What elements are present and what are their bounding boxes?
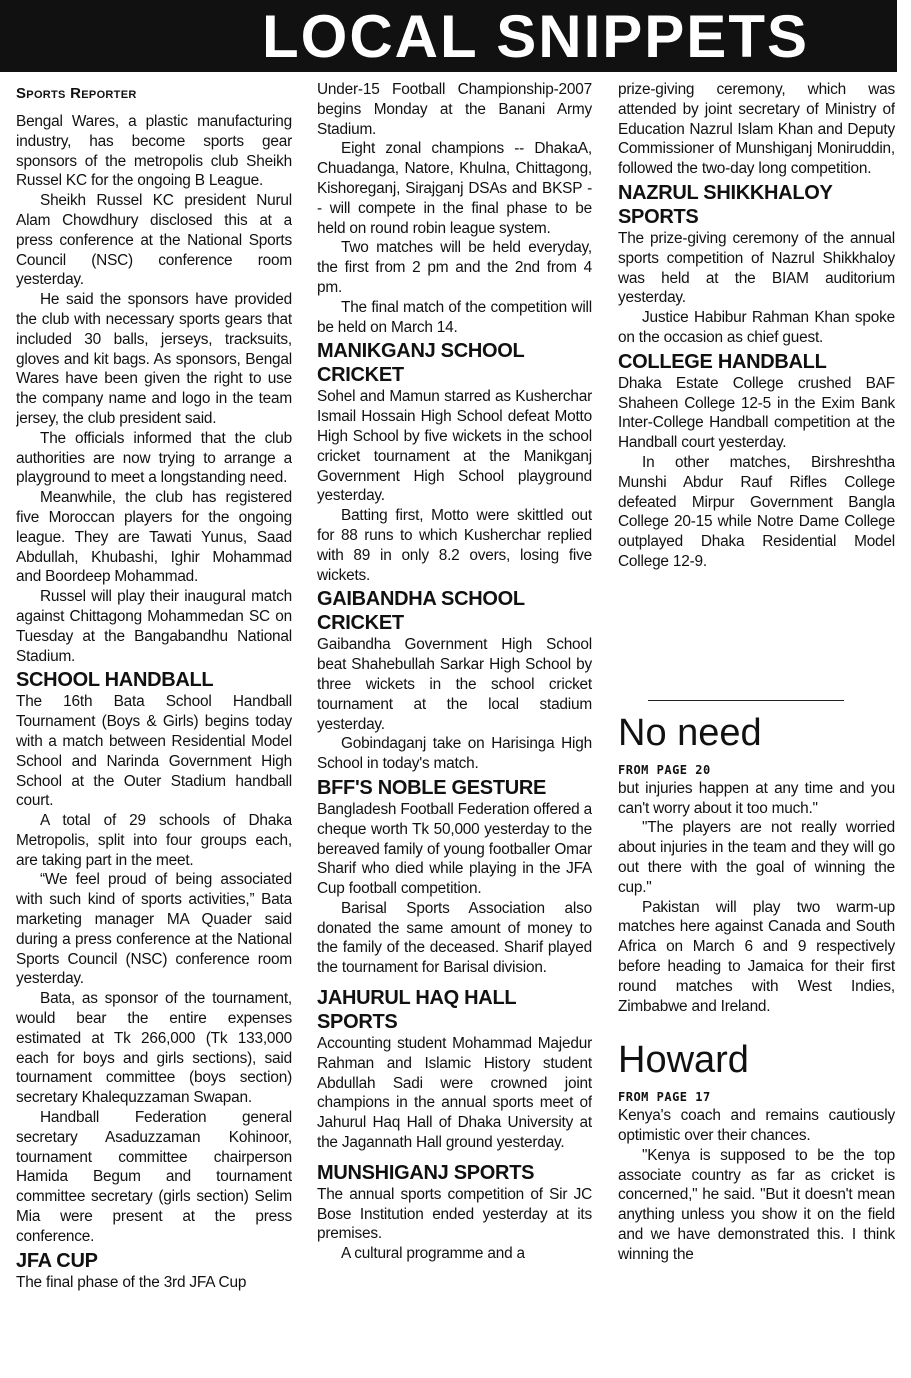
headline-jahurul-haq-hall-sports: JAHURUL HAQ HALL SPORTS (317, 987, 516, 1034)
headline-manikganj-school-cricket: MANIKGANJ SCHOOL CRICKET (317, 340, 525, 387)
article-paragraph: Sohel and Mamun starred as Kusherchar Ismail Hossain High School defeat Motto High School by five wickets in the school cricket tournament at the Manikganj Government High School playground yesterday. (317, 388, 592, 505)
headline-munshiganj-sports: MUNSHIGANJ SPORTS (317, 1161, 535, 1184)
article-paragraph: Barisal Sports Association also donated the same amount of money to the family of the deceased. Sharif played the tournament for Barisal division. (317, 899, 592, 977)
headline-howard: Howard (618, 1039, 749, 1082)
section-title: LOCAL SNIPPETS (262, 3, 809, 70)
headline-jfa-cup: JFA CUP (16, 1249, 98, 1272)
article-paragraph: The officials informed that the club authorities are now trying to arrange a playground to meet a longstanding need. (16, 429, 292, 487)
article-paragraph: Gobindaganj take on Harisinga High School in today's match. (317, 735, 592, 773)
column-1 (16, 80, 292, 1378)
article-paragraph: Bata, as sponsor of the tournament, would bear the entire expenses estimated at Tk 266,000 (Tk 133,000 each for boys and girls sections), said tournament committee (boys section) secretary Khalequzzaman Swapan. (16, 990, 292, 1107)
article-paragraph: Bengal Wares, a plastic manufacturing industry, has become sports gear sponsors of the metropolis club Sheikh Russel KC for the ongoing B League. (16, 113, 292, 190)
headline-school-handball: SCHOOL HANDBALL (16, 669, 214, 692)
article-paragraph: Russel will play their inaugural match against Chittagong Mohammedan SC on Tuesday at the Bangabandhu National Stadium. (16, 588, 292, 665)
column-3 (618, 80, 895, 1378)
headline-no-need: No need (618, 711, 762, 754)
article-paragraph: The prize-giving ceremony of the annual sports competition of Nazrul Shikkhaloy was held at the BIAM auditorium yesterday. (618, 229, 895, 307)
article-paragraph: Handball Federation general secretary Asaduzzaman Kohinoor, tournament committee chairperson Hamida Begum and tournament committee secretary (girls section) Selim Mia were present at the press conference. (16, 1109, 292, 1245)
article-paragraph: Justice Habibur Rahman Khan spoke on the occasion as chief guest. (618, 309, 895, 346)
headline-nazrul-shikkhaloy-sports: NAZRUL SHIKKHALOY SPORTS (618, 181, 833, 228)
article-paragraph: The final phase of the 3rd JFA Cup (16, 1273, 247, 1291)
article-paragraph: Dhaka Estate College crushed BAF Shaheen College 12-5 in the Exim Bank Inter-College Handball competition at the Handball court yesterday. (618, 374, 895, 452)
article-paragraph: Bangladesh Football Federation offered a cheque worth Tk 50,000 yesterday to the bereaved family of young footballer Omar Sharif who died while playing in the JFA Cup football competition. (317, 800, 592, 898)
article-paragraph: Two matches will be held everyday, the first from 2 pm and the 2nd from 4 pm. (317, 239, 592, 296)
article-paragraph: "The players are not really worried about injuries in the team and they will go out there with the goal of winning the cup." (618, 819, 895, 896)
byline: Sports Reporter (16, 85, 137, 102)
headline-college-handball: COLLEGE HANDBALL (618, 350, 827, 373)
headline-bff-noble-gesture: BFF'S NOBLE GESTURE (317, 776, 547, 799)
article-paragraph: prize-giving ceremony, which was attended by joint secretary of Ministry of Education Nazrul Islam Khan and Deputy Commissioner of Munshiganj Moniruddin, followed the two-day long competition. (618, 81, 895, 178)
article-paragraph: The 16th Bata School Handball Tournament (Boys & Girls) begins today with a match between Residential Model School and Narinda Government High School at the Outer Stadium handball court. (16, 693, 292, 810)
jump-line: FROM PAGE 20 (618, 762, 711, 777)
column-2 (317, 80, 592, 1378)
article-paragraph: He said the sponsors have provided the club with necessary sports gears that included 30 balls, jerseys, tracksuits, gloves and kit bags. As sponsors, Bengal Wares have been given the right to use the company name and logo in the team jersey, the club president said. (16, 291, 292, 427)
article-paragraph: The final match of the competition will be held on March 14. (317, 298, 592, 336)
article-paragraph: Under-15 Football Championship-2007 begins Monday at the Banani Army Stadium. (317, 81, 592, 138)
article-paragraph: A total of 29 schools of Dhaka Metropolis, split into four groups each, are taking part in the meet. (16, 812, 292, 869)
section-banner (0, 0, 897, 72)
article-paragraph: In other matches, Birshreshtha Munshi Abdur Rauf Rifles College defeated Mirpur Government Bangla College 20-15 while Notre Dame College outplayed Dhaka Residential Model College 12-9. (618, 453, 895, 570)
article-paragraph: Meanwhile, the club has registered five Moroccan players for the ongoing league. They are Tawati Yunus, Saad Abdullah, Khubashi, Ighir Mohammad and Boordeep Mohammad. (16, 489, 292, 586)
divider-rule (648, 700, 844, 701)
article-paragraph: but injuries happen at any time and you can't worry about it too much." (618, 779, 895, 817)
jump-line: FROM PAGE 17 (618, 1090, 711, 1105)
article-paragraph: The annual sports competition of Sir JC Bose Institution ended yesterday at its premises. (317, 1185, 592, 1243)
article-paragraph: Eight zonal champions -- DhakaA, Chuadanga, Natore, Khulna, Chittagong, Kishoreganj, Sirajganj DSAs and BKSP -- will compete in the final phase to be held on round robin league system. (317, 140, 592, 237)
article-paragraph: Pakistan will play two warm-up matches here against Canada and South Africa on March 6 and 9 respectively before heading to Jamaica for their first round matches with West Indies, Zimbabwe and Ireland. (618, 898, 895, 1015)
article-paragraph: "Kenya is supposed to be the top associate country as far as cricket is concerned," he said. "But it doesn't mean anything unless you show it on the field and we have demonstrated this. I think winning the (618, 1146, 895, 1263)
article-paragraph: Gaibandha Government High School beat Shahebullah Sarkar High School by three wickets in the school cricket tournament at the local stadium yesterday. (317, 636, 592, 733)
article-paragraph: A cultural programme and a (341, 1245, 525, 1263)
article-paragraph: “We feel proud of being associated with such kind of sports activities,” Bata marketing manager MA Quader said during a press conference at the National Sports Council (NSC) conference room yesterday. (16, 871, 292, 988)
headline-gaibandha-school-cricket: GAIBANDHA SCHOOL CRICKET (317, 588, 525, 635)
article-paragraph: Batting first, Motto were skittled out for 88 runs to which Kusherchar replied with 89 in only 8.2 overs, losing five wickets. (317, 507, 592, 584)
article-paragraph: Accounting student Mohammad Majedur Rahman and Islamic History student Abdullah Sadi were crowned joint champions in the annual sports meet of Jahurul Haq Hall of Dhaka University at the Jagannath Hall ground yesterday. (317, 1035, 592, 1152)
article-paragraph: Sheikh Russel KC president Nurul Alam Chowdhury disclosed this at a press conference at the National Sports Council (NSC) conference room yesterday. (16, 192, 292, 289)
article-paragraph: Kenya's coach and remains cautiously optimistic over their chances. (618, 1107, 895, 1145)
